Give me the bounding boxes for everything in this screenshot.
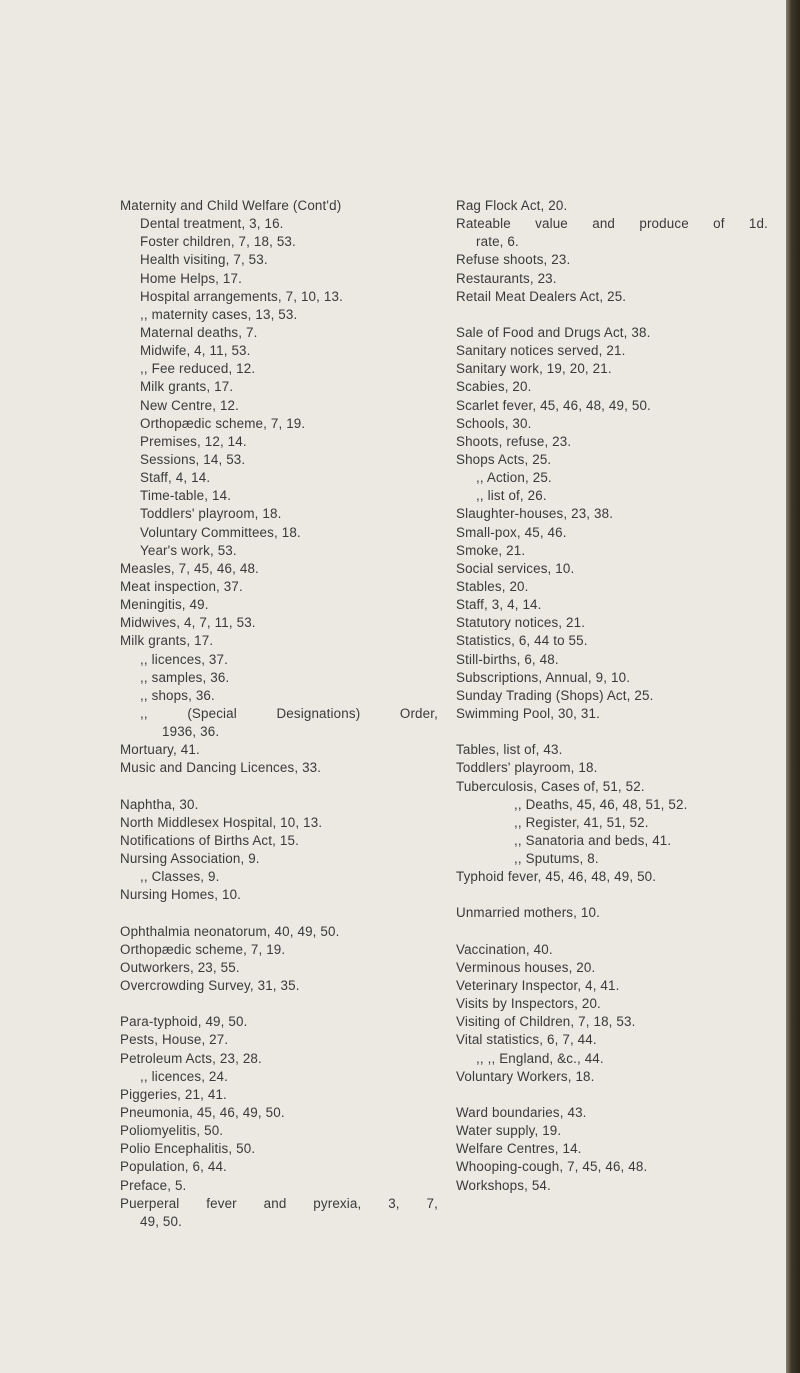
index-entry: Year's work, 53. <box>140 542 237 558</box>
index-entry: Notifications of Births Act, 15. <box>120 832 299 848</box>
index-spacer <box>456 923 768 941</box>
index-entry: ,, licences, 24. <box>140 1068 228 1084</box>
index-entry: ,, Register, 41, 51, 52. <box>514 814 649 830</box>
index-entry: Sunday Trading (Shops) Act, 25. <box>456 687 654 703</box>
index-spacer <box>456 306 768 324</box>
index-entry: Population, 6, 44. <box>120 1159 227 1175</box>
index-entry: Maternal deaths, 7. <box>140 324 258 340</box>
index-entry: Toddlers' playroom, 18. <box>456 760 598 776</box>
index-entry: Polio Encephalitis, 50. <box>120 1141 256 1157</box>
index-entry: Vital statistics, 6, 7, 44. <box>456 1032 597 1048</box>
index-entry: Dental treatment, 3, 16. <box>140 216 284 232</box>
index-entry: Naphtha, 30. <box>120 796 199 812</box>
index-entry: Workshops, 54. <box>456 1177 551 1193</box>
index-entry: Meningitis, 49. <box>120 597 209 613</box>
index-entry: Shops Acts, 25. <box>456 451 552 467</box>
index-entry: Voluntary Committees, 18. <box>140 524 301 540</box>
index-entry: Statutory notices, 21. <box>456 615 586 631</box>
index-entry: rate, 6. <box>476 234 519 250</box>
index-spacer <box>456 886 768 904</box>
index-entry: ,, ,, England, &c., 44. <box>476 1050 604 1066</box>
index-entry: Unmarried mothers, 10. <box>456 905 600 921</box>
index-entry: Poliomyelitis, 50. <box>120 1123 224 1139</box>
index-entry: Music and Dancing Licences, 33. <box>120 760 322 776</box>
index-entry: Pests, House, 27. <box>120 1032 229 1048</box>
index-entry: Ward boundaries, 43. <box>456 1105 587 1121</box>
index-entry: Premises, 12, 14. <box>140 433 247 449</box>
index-entry: Visits by Inspectors, 20. <box>456 996 601 1012</box>
index-entry: ,, (Special Designations) Order, <box>140 705 438 721</box>
index-entry: Tuberculosis, Cases of, 51, 52. <box>456 778 645 794</box>
index-entry: Welfare Centres, 14. <box>456 1141 582 1157</box>
index-entry: ,, list of, 26. <box>476 488 547 504</box>
index-entry: Rateable value and produce of 1d. <box>456 216 768 232</box>
index-entry: Pneumonia, 45, 46, 49, 50. <box>120 1105 285 1121</box>
index-entry: Refuse shoots, 23. <box>456 252 571 268</box>
index-entry: Orthopædic scheme, 7, 19. <box>140 415 306 431</box>
index-entry: ,, Sputums, 8. <box>514 851 599 867</box>
index-entry: Mortuary, 41. <box>120 742 200 758</box>
index-entry: Retail Meat Dealers Act, 25. <box>456 288 627 304</box>
index-entry: Staff, 4, 14. <box>140 470 211 486</box>
index-entry: Nursing Association, 9. <box>120 851 260 867</box>
index-entry: Petroleum Acts, 23, 28. <box>120 1050 262 1066</box>
index-entry: Statistics, 6, 44 to 55. <box>456 633 588 649</box>
index-entry: Hospital arrangements, 7, 10, 13. <box>140 288 343 304</box>
index-entry: Veterinary Inspector, 4, 41. <box>456 978 620 994</box>
index-entry: Meat inspection, 37. <box>120 578 243 594</box>
index-entry: Swimming Pool, 30, 31. <box>456 705 600 721</box>
index-column-right <box>456 197 768 1195</box>
index-entry: Preface, 5. <box>120 1177 187 1193</box>
index-entry: Sanitary work, 19, 20, 21. <box>456 361 612 377</box>
index-entry: Foster children, 7, 18, 53. <box>140 234 296 250</box>
index-spacer <box>456 1086 768 1104</box>
index-entry: Stables, 20. <box>456 578 529 594</box>
index-entry: Visiting of Children, 7, 18, 53. <box>456 1014 636 1030</box>
index-entry: Scarlet fever, 45, 46, 48, 49, 50. <box>456 397 651 413</box>
index-entry: North Middlesex Hospital, 10, 13. <box>120 814 323 830</box>
index-entry: Health visiting, 7, 53. <box>140 252 268 268</box>
index-entry: Maternity and Child Welfare (Cont'd) <box>120 198 342 213</box>
index-entry: 49, 50. <box>140 1213 182 1229</box>
index-entry: Slaughter-houses, 23, 38. <box>456 506 614 522</box>
index-entry: Sanitary notices served, 21. <box>456 343 626 359</box>
index-entry: Staff, 3, 4, 14. <box>456 597 542 613</box>
index-entry: ,, samples, 36. <box>140 669 230 685</box>
index-entry: Smoke, 21. <box>456 542 526 558</box>
index-entry: Sale of Food and Drugs Act, 38. <box>456 324 651 340</box>
index-entry: Home Helps, 17. <box>140 270 242 286</box>
index-entry: ,, shops, 36. <box>140 687 215 703</box>
index-entry: ,, Action, 25. <box>476 470 552 486</box>
index-entry: ,, Sanatoria and beds, 41. <box>514 832 672 848</box>
index-entry: Milk grants, 17. <box>140 379 234 395</box>
index-entry: Subscriptions, Annual, 9, 10. <box>456 669 631 685</box>
index-entry: Nursing Homes, 10. <box>120 887 242 903</box>
index-entry: Piggeries, 21, 41. <box>120 1086 227 1102</box>
index-entry: Small-pox, 45, 46. <box>456 524 567 540</box>
index-entry: Puerperal fever and pyrexia, 3, 7, <box>120 1195 438 1211</box>
index-entry: Voluntary Workers, 18. <box>456 1068 595 1084</box>
index-entry: Shoots, refuse, 23. <box>456 433 572 449</box>
index-spacer <box>120 778 438 796</box>
index-entry: 1936, 36. <box>162 724 220 740</box>
index-entry: Vaccination, 40. <box>456 941 553 957</box>
index-entry: Water supply, 19. <box>456 1123 562 1139</box>
index-spacer <box>456 723 768 741</box>
index-entry: New Centre, 12. <box>140 397 240 413</box>
book-binding-edge <box>786 0 800 1373</box>
index-column-left <box>120 197 438 1231</box>
index-entry: Scabies, 20. <box>456 379 532 395</box>
index-spacer <box>120 904 438 922</box>
index-entry: Schools, 30. <box>456 415 532 431</box>
index-entry: ,, maternity cases, 13, 53. <box>140 306 298 322</box>
index-entry: Orthopædic scheme, 7, 19. <box>120 941 286 957</box>
index-entry: Toddlers' playroom, 18. <box>140 506 282 522</box>
index-entry: Midwife, 4, 11, 53. <box>140 343 251 359</box>
index-entry: Social services, 10. <box>456 560 575 576</box>
index-entry: Still-births, 6, 48. <box>456 651 559 667</box>
index-entry: Midwives, 4, 7, 11, 53. <box>120 615 256 631</box>
index-spacer <box>120 995 438 1013</box>
index-entry: Ophthalmia neonatorum, 40, 49, 50. <box>120 923 340 939</box>
index-entry: Sessions, 14, 53. <box>140 451 246 467</box>
index-entry: Whooping-cough, 7, 45, 46, 48. <box>456 1159 648 1175</box>
index-entry: ,, Deaths, 45, 46, 48, 51, 52. <box>514 796 688 812</box>
index-entry: Milk grants, 17. <box>120 633 214 649</box>
index-entry: Rag Flock Act, 20. <box>456 198 568 213</box>
index-entry: Typhoid fever, 45, 46, 48, 49, 50. <box>456 869 657 885</box>
index-entry: ,, Classes, 9. <box>140 869 220 885</box>
index-entry: ,, licences, 37. <box>140 651 228 667</box>
index-entry: Tables, list of, 43. <box>456 742 563 758</box>
index-entry: Para-typhoid, 49, 50. <box>120 1014 248 1030</box>
index-entry: Verminous houses, 20. <box>456 959 596 975</box>
index-entry: Restaurants, 23. <box>456 270 557 286</box>
index-entry: Outworkers, 23, 55. <box>120 959 240 975</box>
index-entry: Overcrowding Survey, 31, 35. <box>120 978 300 994</box>
index-entry: ,, Fee reduced, 12. <box>140 361 256 377</box>
index-entry: Time-table, 14. <box>140 488 232 504</box>
index-entry: Measles, 7, 45, 46, 48. <box>120 560 259 576</box>
